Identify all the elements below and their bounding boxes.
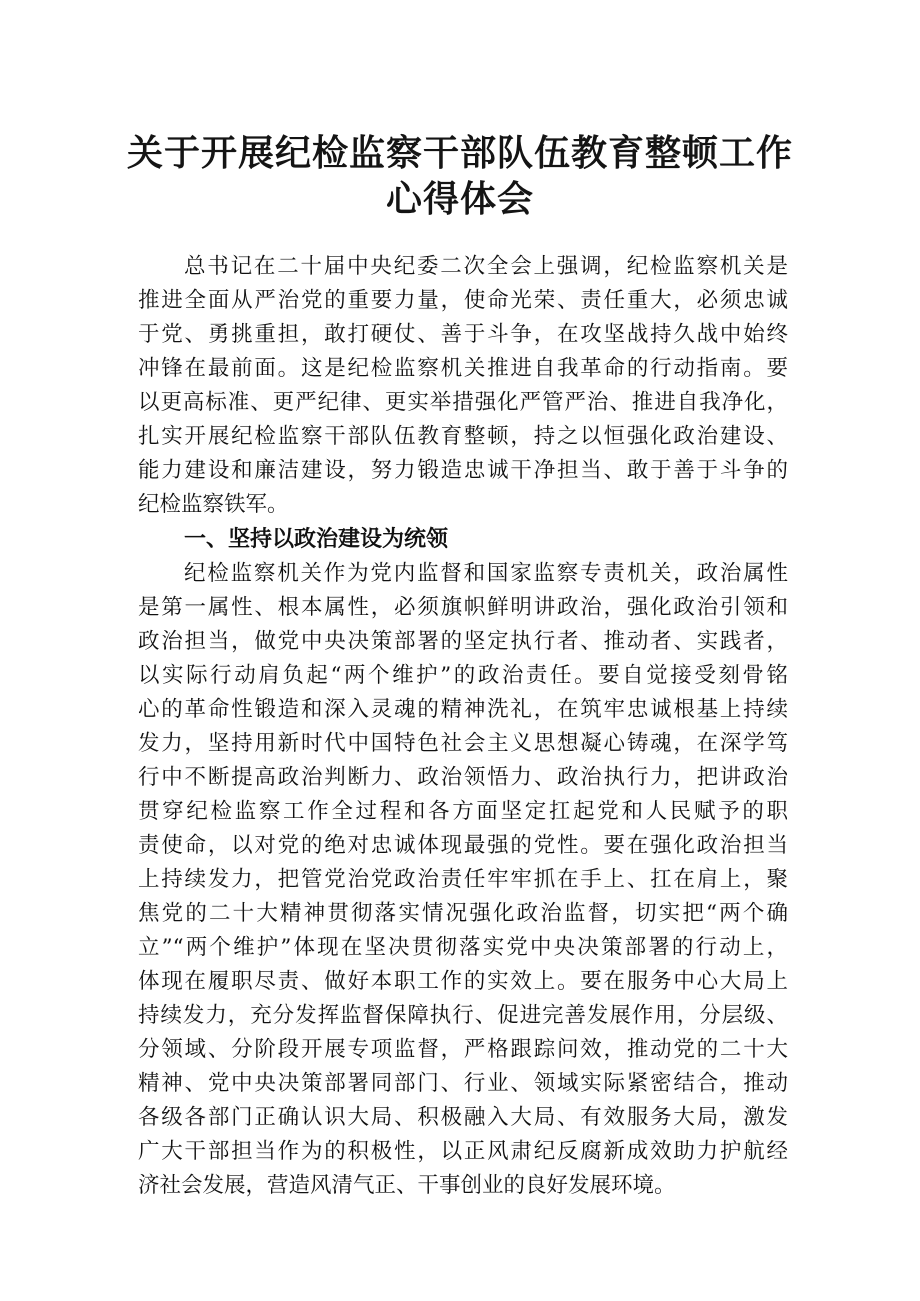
paragraph-line: 纪检监察铁军。 [138, 492, 289, 517]
paragraph-line: 以更高标准、更严纪律、更实举措强化严管严治、推进自我净化， [138, 390, 788, 415]
paragraph-line: 持续发力，充分发挥监督保障执行、促进完善发展作用，分层级、 [138, 1003, 788, 1028]
document-title-line-2: 心得体会 [385, 179, 534, 220]
paragraph-line: 纪检监察机关作为党内监督和国家监察专责机关，政治属性 [184, 561, 788, 586]
paragraph-line: 责使命，以对党的绝对忠诚体现最强的党性。要在强化政治担当 [138, 833, 788, 858]
paragraph-line: 能力建设和廉洁建设，努力锻造忠诚干净担当、敢于善于斗争的 [138, 458, 788, 483]
paragraph-line: 以实际行动肩负起“两个维护”的政治责任。要自觉接受刻骨铭 [138, 663, 788, 688]
paragraph-line: 冲锋在最前面。这是纪检监察机关推进自我革命的行动指南。要 [138, 356, 788, 381]
paragraph-line: 心的革命性锻造和深入灵魂的精神洗礼，在筑牢忠诚根基上持续 [138, 697, 788, 722]
paragraph-line: 行中不断提高政治判断力、政治领悟力、政治执行力，把讲政治 [138, 765, 788, 790]
paragraph-line: 扎实开展纪检监察干部队伍教育整顿，持之以恒强化政治建设、 [138, 424, 788, 449]
paragraph-line: 贯穿纪检监察工作全过程和各方面坚定扛起党和人民赋予的职 [138, 799, 788, 824]
paragraph-line: 各级各部门正确认识大局、积极融入大局、有效服务大局，激发 [138, 1105, 788, 1130]
paragraph-line: 立”“两个维护”体现在坚决贯彻落实党中央决策部署的行动上， [138, 935, 788, 960]
paragraph-line: 分领域、分阶段开展专项监督，严格跟踪问效，推动党的二十大 [138, 1037, 788, 1062]
section-heading: 一、坚持以政治建设为统领 [184, 527, 449, 552]
paragraph-line: 于党、勇挑重担，敢打硬仗、善于斗争，在攻坚战持久战中始终 [138, 322, 788, 347]
paragraph-line: 总书记在二十届中央纪委二次全会上强调，纪检监察机关是 [184, 254, 788, 279]
paragraph-line: 发力，坚持用新时代中国特色社会主义思想凝心铸魂，在深学笃 [138, 731, 788, 756]
paragraph-line: 精神、党中央决策部署同部门、行业、领域实际紧密结合，推动 [138, 1071, 788, 1096]
paragraph-line: 体现在履职尽责、做好本职工作的实效上。要在服务中心大局上 [138, 969, 788, 994]
paragraph-line: 上持续发力，把管党治党政治责任牢牢抓在手上、扛在肩上，聚 [138, 867, 788, 892]
document-title-line-1: 关于开展纪检监察干部队伍教育整顿工作 [126, 133, 793, 174]
paragraph-line: 济社会发展，营造风清气正、干事创业的良好发展环境。 [138, 1173, 676, 1198]
paragraph-line: 推进全面从严治党的重要力量，使命光荣、责任重大，必须忠诚 [138, 288, 788, 313]
paragraph-line: 广大干部担当作为的积极性，以正风肃纪反腐新成效助力护航经 [138, 1139, 788, 1164]
paragraph-line: 焦党的二十大精神贯彻落实情况强化政治监督，切实把“两个确 [138, 901, 788, 926]
paragraph-line: 是第一属性、根本属性，必须旗帜鲜明讲政治，强化政治引领和 [138, 595, 788, 620]
paragraph-line: 政治担当，做党中央决策部署的坚定执行者、推动者、实践者， [138, 629, 788, 654]
